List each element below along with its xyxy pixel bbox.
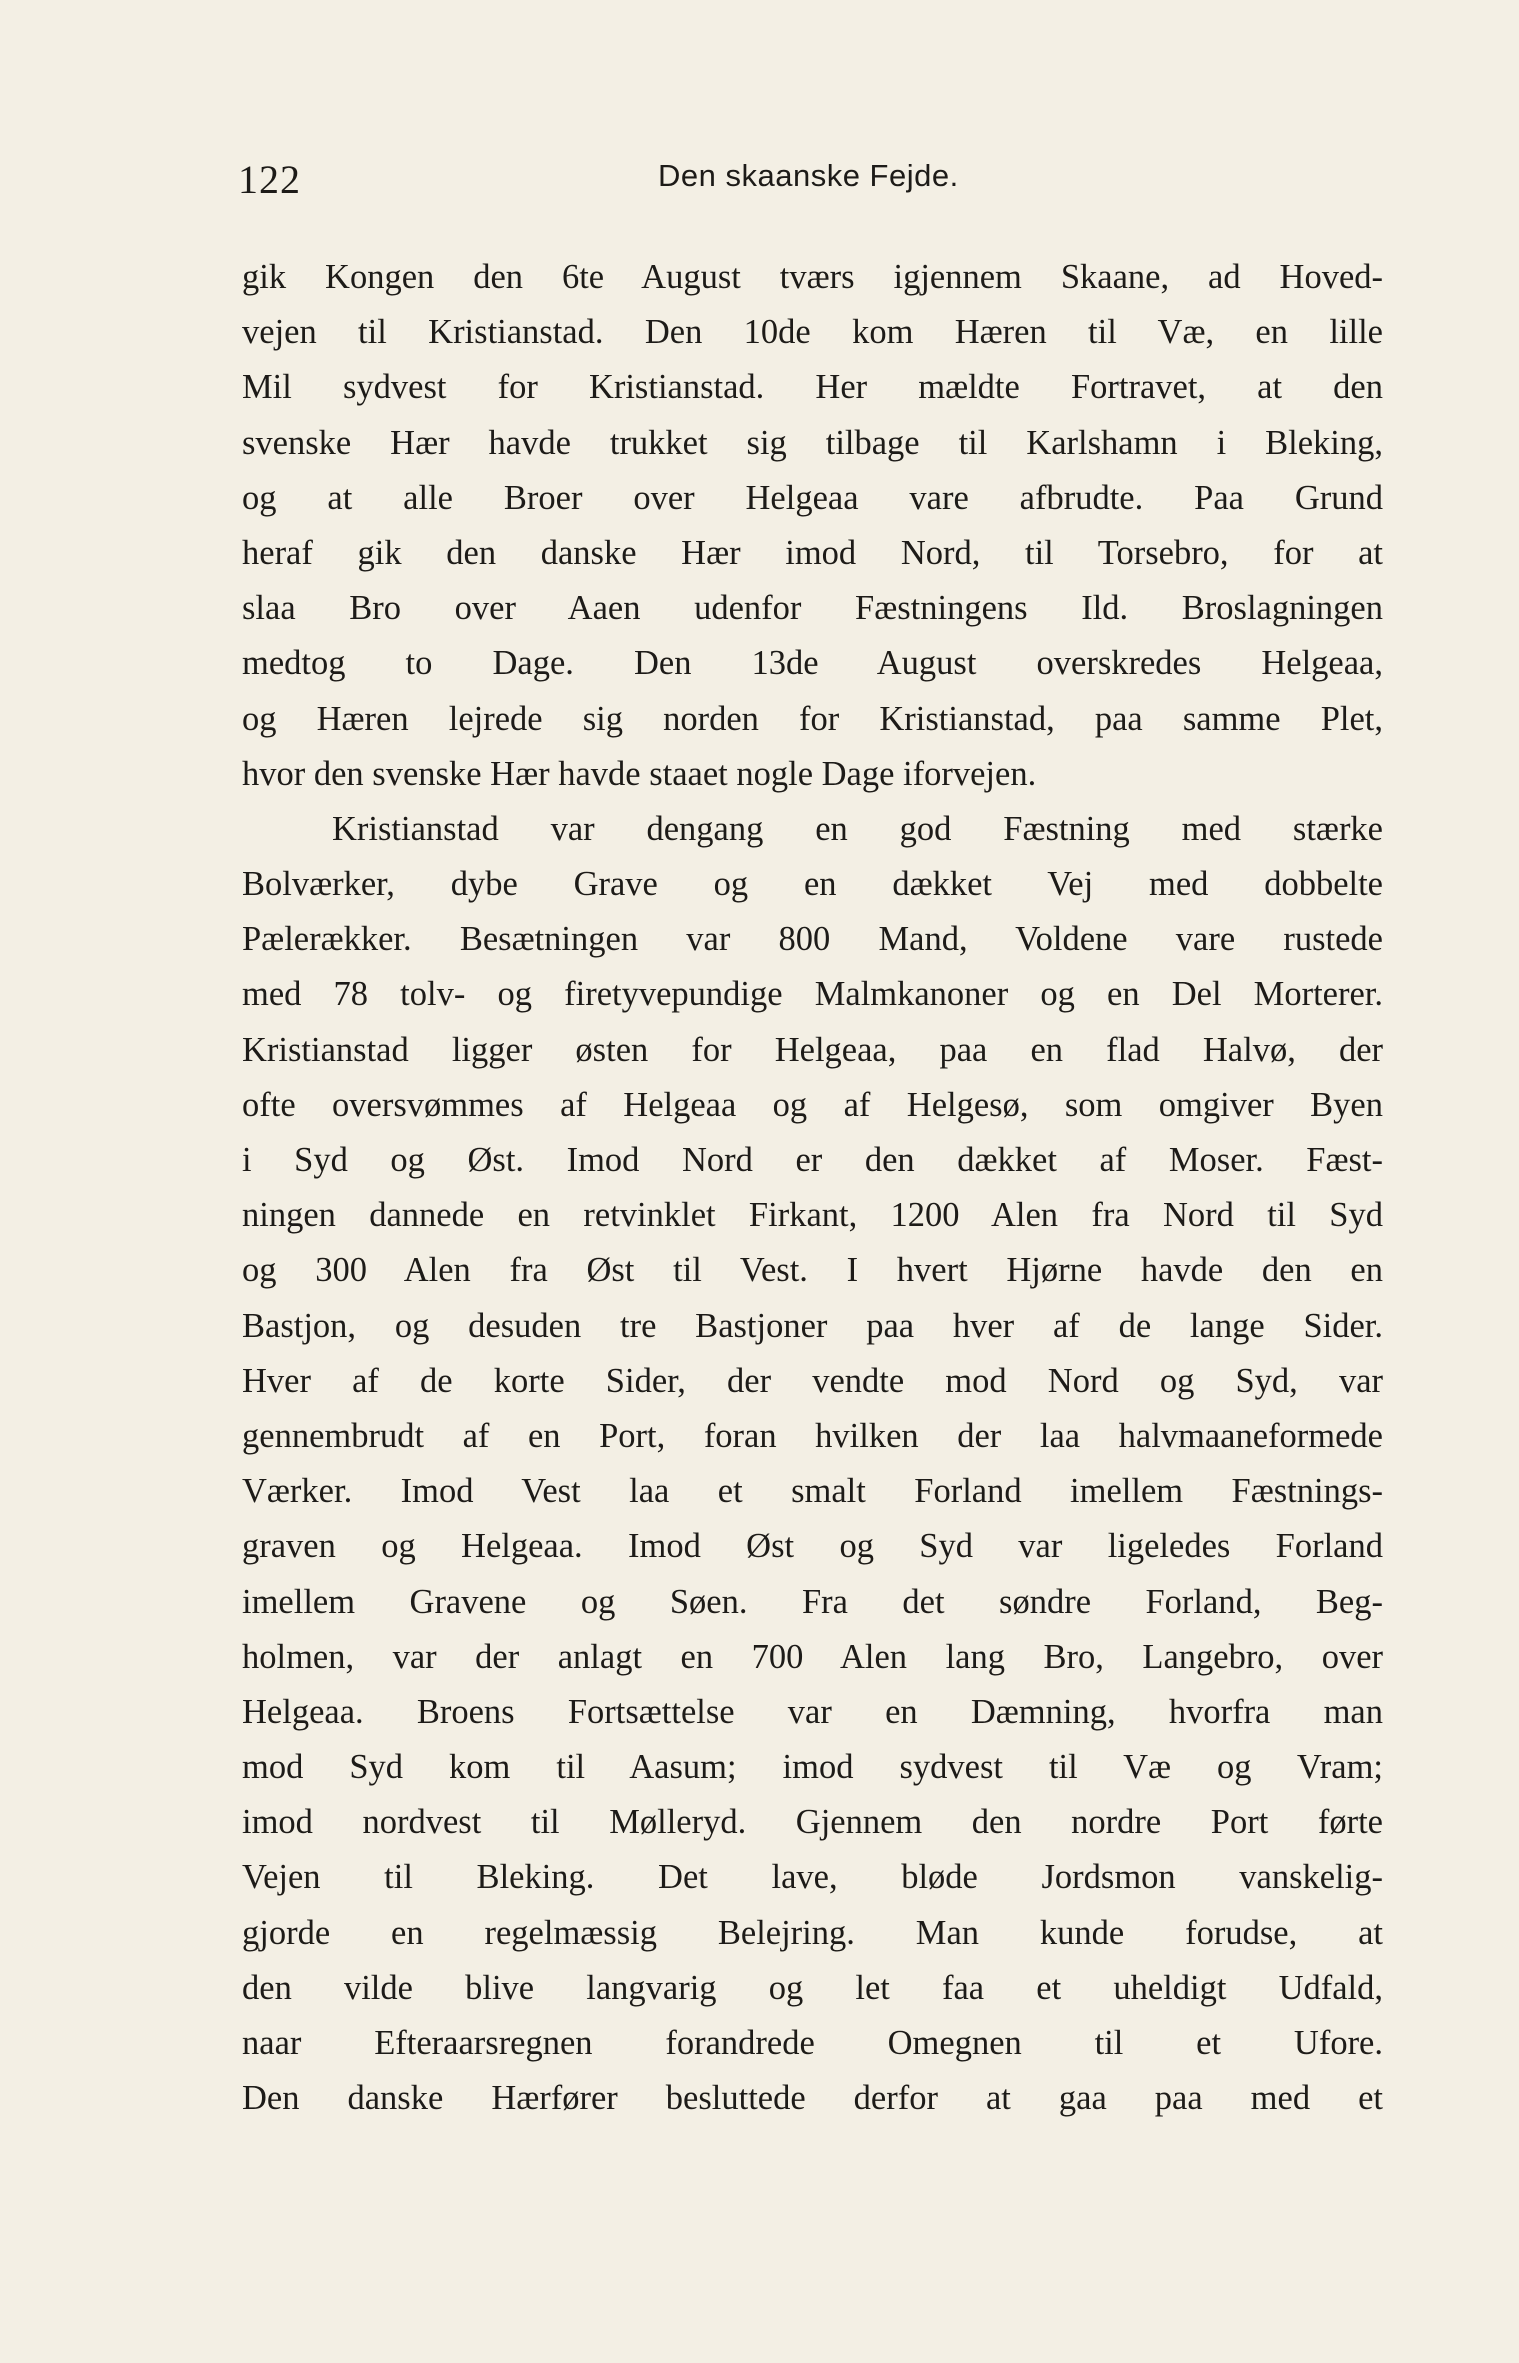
text-line: imellem Gravene og Søen. Fra det søndre Forland, Beg- bbox=[242, 1582, 1383, 1621]
text-line: Mil sydvest for Kristianstad. Her mældte Fortravet, at den bbox=[242, 368, 1383, 407]
text-line: i Syd og Øst. Imod Nord er den dækket af Moser. Fæst- bbox=[242, 1141, 1383, 1179]
text-line: gjorde en regelmæssig Belejring. Man kunde forudse, at bbox=[242, 1913, 1383, 1952]
text-line: Værker. Imod Vest laa et smalt Forland imellem Fæstnings- bbox=[242, 1472, 1383, 1511]
text-line: holmen, var der anlagt en 700 Alen lang Bro, Langebro, over bbox=[242, 1637, 1383, 1676]
text-line: Pælerækker. Besætningen var 800 Mand, Voldene vare rustede bbox=[242, 920, 1383, 959]
text-line: Hver af de korte Sider, der vendte mod Nord og Syd, var bbox=[242, 1361, 1383, 1400]
text-line: ningen dannede en retvinklet Firkant, 1200 Alen fra Nord til Syd bbox=[242, 1196, 1383, 1235]
body-text bbox=[242, 250, 1383, 2126]
text-line: Den danske Hærfører besluttede derfor at gaa paa med et bbox=[242, 2079, 1383, 2118]
text-line: den vilde blive langvarig og let faa et uheldigt Udfald, bbox=[242, 1968, 1383, 2007]
text-line: vejen til Kristianstad. Den 10de kom Hæren til Væ, en lille bbox=[242, 313, 1383, 352]
text-line: og Hæren lejrede sig norden for Kristianstad, paa samme Plet, bbox=[242, 699, 1383, 738]
text-line: og 300 Alen fra Øst til Vest. I hvert Hjørne havde den en bbox=[242, 1251, 1383, 1290]
text-line: Bastjon, og desuden tre Bastjoner paa hver af de lange Sider. bbox=[242, 1306, 1383, 1345]
text-line: mod Syd kom til Aasum; imod sydvest til Væ og Vram; bbox=[242, 1748, 1383, 1787]
text-line: med 78 tolv- og firetyvepundige Malmkanoner og en Del Morterer. bbox=[242, 975, 1383, 1014]
text-line: naar Efteraarsregnen forandrede Omegnen til et Ufore. bbox=[242, 2024, 1383, 2062]
text-line: gik Kongen den 6te August tværs igjennem Skaane, ad Hoved- bbox=[242, 258, 1383, 296]
text-line: svenske Hær havde trukket sig tilbage til Karlshamn i Bleking, bbox=[242, 423, 1383, 462]
text-line: hvor den svenske Hær havde staaet nogle Dage iforvejen. bbox=[242, 754, 1037, 793]
page-header bbox=[238, 148, 1383, 208]
text-line: og at alle Broer over Helgeaa vare afbrudte. Paa Grund bbox=[242, 478, 1383, 517]
page-number: 122 bbox=[238, 157, 301, 202]
text-line: imod nordvest til Mølleryd. Gjennem den nordre Port førte bbox=[242, 1803, 1383, 1842]
text-line: ofte oversvømmes af Helgeaa og af Helgesø, som omgiver Byen bbox=[242, 1085, 1383, 1124]
text-line: slaa Bro over Aaen udenfor Fæstningens Ild. Broslagningen bbox=[242, 589, 1383, 628]
text-line: heraf gik den danske Hær imod Nord, til Torsebro, for at bbox=[242, 533, 1383, 572]
text-line: graven og Helgeaa. Imod Øst og Syd var ligeledes Forland bbox=[242, 1527, 1383, 1566]
text-line: Kristianstad ligger østen for Helgeaa, paa en flad Halvø, der bbox=[242, 1030, 1383, 1069]
text-line: Kristianstad var dengang en god Fæstning med stærke bbox=[332, 809, 1383, 848]
text-line: Bolværker, dybe Grave og en dækket Vej med dobbelte bbox=[242, 865, 1383, 904]
text-line: Vejen til Bleking. Det lave, bløde Jordsmon vanskelig- bbox=[242, 1858, 1383, 1897]
text-line: gennembrudt af en Port, foran hvilken der laa halvmaaneformede bbox=[242, 1416, 1383, 1455]
text-line: medtog to Dage. Den 13de August overskredes Helgeaa, bbox=[242, 644, 1383, 683]
text-line: Helgeaa. Broens Fortsættelse var en Dæmning, hvorfra man bbox=[242, 1692, 1383, 1731]
running-title: Den skaanske Fejde. bbox=[658, 158, 959, 193]
